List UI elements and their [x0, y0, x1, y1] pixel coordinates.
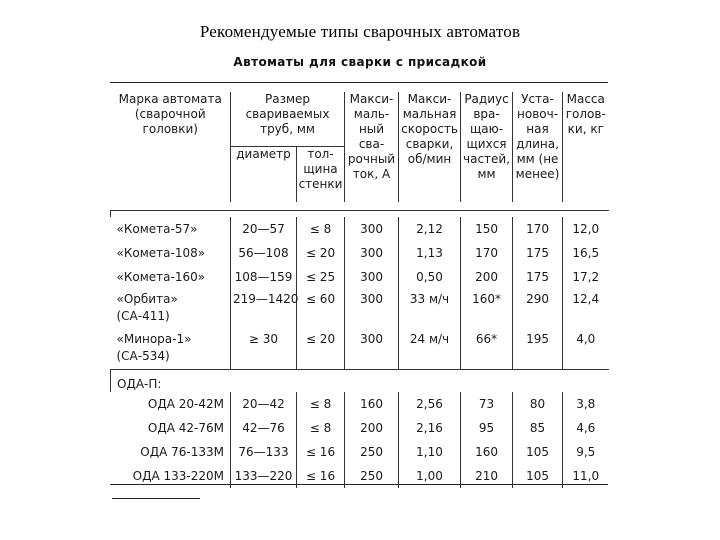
cell-speed: 0,50	[399, 265, 461, 289]
cell-mass: 12,4	[563, 289, 609, 329]
cell-wall: ≤ 20	[297, 329, 345, 369]
header-line: щихся	[466, 137, 507, 151]
header-line: частей,	[463, 152, 511, 166]
table-row	[111, 416, 609, 440]
cell-radius: 200	[461, 265, 513, 289]
header-line: скорость	[401, 122, 458, 136]
header-model	[111, 92, 231, 202]
cell-model	[111, 329, 231, 369]
header-line: Масса	[566, 92, 605, 106]
header-wall	[297, 147, 345, 203]
header-max-speed	[399, 92, 461, 202]
cell-current: 300	[345, 329, 399, 369]
cell-radius: 66*	[461, 329, 513, 369]
cell-model: ОДА 76-133М	[140, 444, 224, 459]
cell-model	[111, 265, 231, 289]
cell-length: 290	[513, 289, 563, 329]
cell-speed: 2,16	[399, 416, 461, 440]
cell-current: 250	[345, 464, 399, 488]
header-line: (сварочной	[134, 107, 206, 121]
cell-speed: 1,13	[399, 241, 461, 265]
header-line: сва-	[358, 137, 385, 151]
cell-diameter: 42—76	[231, 416, 297, 440]
cell-mass: 17,2	[563, 265, 609, 289]
header-line: щаю-	[469, 122, 504, 136]
cell-mass: 9,5	[563, 440, 609, 464]
cell-length: 175	[513, 265, 563, 289]
cell-current: 300	[345, 289, 399, 329]
slide-title: Рекомендуемые типы сварочных автоматов	[199, 22, 521, 41]
cell-speed: 1,10	[399, 440, 461, 464]
header-line: голов-	[565, 107, 606, 121]
cell-mass: 12,0	[563, 217, 609, 241]
cell-length: 80	[513, 392, 563, 416]
cell-radius: 210	[461, 464, 513, 488]
header-line: диаметр	[236, 147, 291, 161]
header-line: ток, А	[352, 167, 391, 181]
welding-machines-table	[110, 92, 609, 488]
table-row	[111, 440, 609, 464]
cell-wall: ≤ 16	[297, 464, 345, 488]
cell-current: 300	[345, 241, 399, 265]
header-line: тол-	[307, 147, 334, 161]
header-length	[513, 92, 563, 202]
model-name-line: «Комета-160»	[116, 270, 206, 284]
header-line: Радиус	[464, 92, 509, 106]
cell-model: ОДА 133-220М	[132, 468, 224, 483]
table-title: Автоматы для сварки с присадкой	[233, 55, 487, 69]
header-line: вра-	[473, 107, 500, 121]
table-row	[111, 329, 609, 369]
table-row	[111, 289, 609, 329]
table-row	[111, 241, 609, 265]
cell-wall: ≤ 60	[297, 289, 345, 329]
header-line: Марка автомата	[118, 92, 222, 106]
cell-diameter: 20—57	[231, 217, 297, 241]
cell-mass: 4,0	[563, 329, 609, 369]
cell-wall: ≤ 8	[297, 392, 345, 416]
header-line: маль-	[353, 107, 390, 121]
header-line: менее)	[515, 167, 560, 181]
cell-length: 105	[513, 440, 563, 464]
cell-diameter: 108—159	[231, 265, 297, 289]
group-row	[111, 369, 609, 392]
cell-mass: 3,8	[563, 392, 609, 416]
cell-mass: 11,0	[563, 464, 609, 488]
table-bottom-rule	[110, 484, 608, 485]
header-max-current	[345, 92, 399, 202]
header-line: Макси-	[349, 92, 394, 106]
model-name-line: (СА-534)	[116, 349, 170, 363]
cell-length: 170	[513, 217, 563, 241]
cell-speed: 2,56	[399, 392, 461, 416]
header-line: мальная	[402, 107, 457, 121]
table-row	[111, 265, 609, 289]
cell-radius: 170	[461, 241, 513, 265]
cell-mass: 4,6	[563, 416, 609, 440]
cell-model: ОДА 42-76М	[147, 420, 224, 435]
model-name-line: «Минора-1»	[116, 332, 192, 346]
footnote-rule	[112, 498, 200, 499]
cell-wall: ≤ 20	[297, 241, 345, 265]
header-line: мм (не	[516, 152, 559, 166]
cell-model	[111, 289, 231, 329]
header-line: ная	[526, 122, 549, 136]
cell-current: 250	[345, 440, 399, 464]
cell-model: ОДА 20-42М	[147, 396, 224, 411]
header-mass	[563, 92, 609, 202]
header-line: сварки,	[405, 137, 454, 151]
cell-wall: ≤ 16	[297, 440, 345, 464]
header-line: об/мин	[407, 152, 452, 166]
cell-model	[111, 241, 231, 265]
cell-current: 300	[345, 217, 399, 241]
model-name-line: «Орбита»	[116, 292, 178, 306]
header-line: труб, мм	[260, 122, 315, 136]
cell-length: 85	[513, 416, 563, 440]
header-pipe-size	[231, 92, 345, 147]
model-name-line: «Комета-108»	[116, 246, 206, 260]
header-line: длина,	[516, 137, 559, 151]
cell-wall: ≤ 8	[297, 416, 345, 440]
header-line: свариваемых	[245, 107, 330, 121]
cell-radius: 160*	[461, 289, 513, 329]
cell-current: 200	[345, 416, 399, 440]
cell-mass: 16,5	[563, 241, 609, 265]
cell-speed: 1,00	[399, 464, 461, 488]
header-diameter	[231, 147, 297, 203]
cell-diameter: 76—133	[231, 440, 297, 464]
cell-diameter: 20—42	[231, 392, 297, 416]
cell-diameter: 219—1420	[231, 289, 297, 329]
cell-current: 160	[345, 392, 399, 416]
cell-radius: 150	[461, 217, 513, 241]
cell-wall: ≤ 25	[297, 265, 345, 289]
table-row	[111, 217, 609, 241]
cell-speed: 33 м/ч	[399, 289, 461, 329]
cell-length: 175	[513, 241, 563, 265]
model-name-line: «Комета-57»	[116, 222, 198, 236]
header-line: Размер	[264, 92, 311, 106]
header-line: рочный	[347, 152, 396, 166]
cell-diameter: ≥ 30	[231, 329, 297, 369]
header-line: новоч-	[517, 107, 559, 121]
cell-radius: 95	[461, 416, 513, 440]
group-label: ОДА-П:	[111, 369, 609, 392]
cell-radius: 73	[461, 392, 513, 416]
cell-diameter: 56—108	[231, 241, 297, 265]
model-name-line: (СА-411)	[116, 309, 170, 323]
header-line: ки, кг	[567, 122, 604, 136]
cell-length: 105	[513, 464, 563, 488]
cell-current: 300	[345, 265, 399, 289]
table-row	[111, 392, 609, 416]
header-line: головки)	[142, 122, 198, 136]
cell-length: 195	[513, 329, 563, 369]
header-line: Уста-	[521, 92, 554, 106]
cell-model	[111, 217, 231, 241]
header-line: стенки	[298, 177, 343, 191]
cell-speed: 2,12	[399, 217, 461, 241]
cell-wall: ≤ 8	[297, 217, 345, 241]
header-line: мм	[477, 167, 496, 181]
header-line: Макси-	[407, 92, 452, 106]
header-line: ный	[358, 122, 385, 136]
table-top-rule	[110, 82, 608, 83]
header-radius	[461, 92, 513, 202]
header-line: щина	[303, 162, 338, 176]
cell-diameter: 133—220	[231, 464, 297, 488]
cell-radius: 160	[461, 440, 513, 464]
cell-speed: 24 м/ч	[399, 329, 461, 369]
